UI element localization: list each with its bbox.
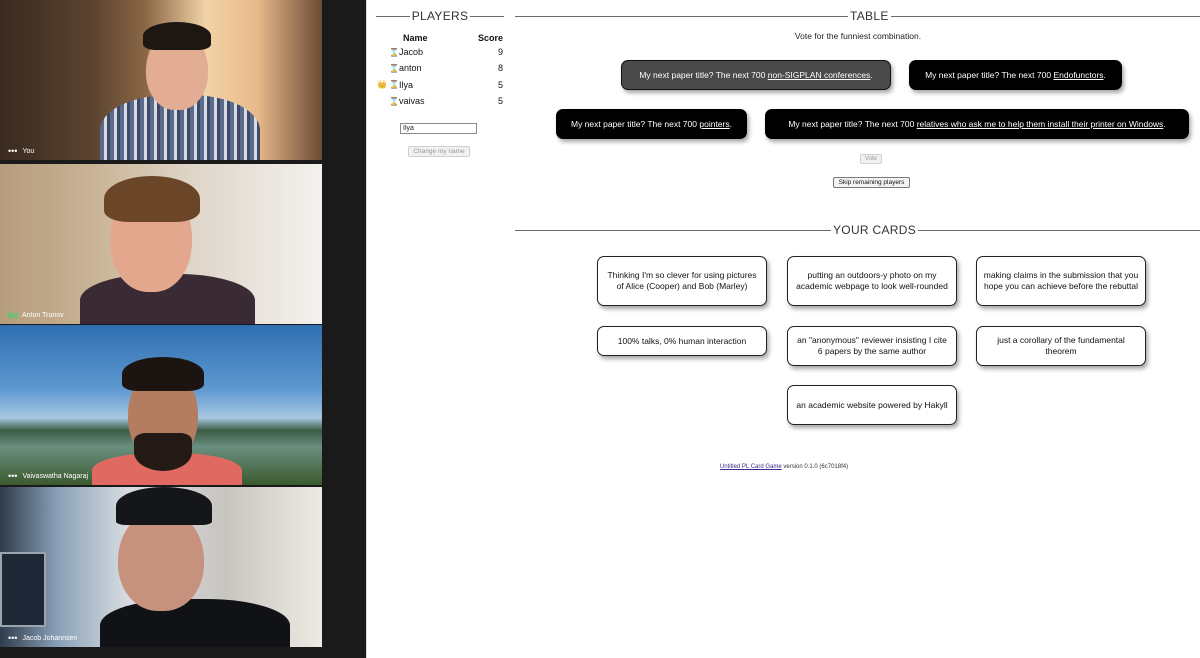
more-options-icon[interactable]: ••• xyxy=(8,633,18,643)
participant-name: Vaivaswatha Nagaraj xyxy=(22,473,89,480)
participant-caption xyxy=(8,148,34,155)
combination-answer: Endofunctors xyxy=(1053,70,1104,80)
players-table xyxy=(377,32,503,109)
video-tile-vaivaswatha[interactable] xyxy=(0,325,322,485)
player-row xyxy=(389,60,503,76)
player-score: 9 xyxy=(497,47,503,58)
hourglass-icon: ⌛ xyxy=(389,63,399,73)
participant-name: Anton Trunov xyxy=(22,311,64,319)
person-hair xyxy=(122,357,204,391)
participant-caption xyxy=(8,473,88,480)
video-tile-you[interactable] xyxy=(0,0,322,160)
divider xyxy=(376,16,410,17)
table-heading xyxy=(515,9,1200,23)
col-score-header: Score xyxy=(477,33,503,43)
your-cards-title: YOUR CARDS xyxy=(833,223,917,237)
skip-remaining-players-button[interactable]: Skip remaining players xyxy=(833,177,910,188)
player-name: Jacob xyxy=(399,47,424,58)
divider xyxy=(918,230,1200,231)
video-tile-anton[interactable] xyxy=(0,164,322,324)
player-score: 5 xyxy=(497,79,503,90)
participant-caption xyxy=(8,311,64,319)
participant-name: Jacob Johannsen xyxy=(22,635,78,642)
divider xyxy=(515,230,831,231)
combination-prefix: My next paper title? The next 700 xyxy=(570,119,697,129)
more-options-icon[interactable]: ••• xyxy=(8,471,18,481)
person-hair xyxy=(143,22,211,50)
divider xyxy=(515,16,848,17)
game-link[interactable]: Untitled PL Card Game xyxy=(719,464,782,470)
card-game-app xyxy=(366,0,1200,658)
cap xyxy=(116,487,212,525)
monitor-background xyxy=(0,552,46,627)
combination-prefix: My next paper title? The next 700 xyxy=(639,70,766,80)
players-title: PLAYERS xyxy=(411,9,469,23)
combination-answer: non-SIGPLAN conferences xyxy=(767,70,871,80)
hand-card[interactable]: making claims in the submission that you hope you can achieve before the rebuttal xyxy=(976,256,1146,306)
player-name: Ilya xyxy=(399,79,414,90)
hand-card[interactable]: putting an outdoors-y photo on my academic webpage to look well-rounded xyxy=(787,256,957,306)
combination-card[interactable] xyxy=(765,109,1189,139)
footer xyxy=(367,464,1200,470)
hand-card[interactable]: just a corollary of the fundamental theorem xyxy=(976,326,1146,366)
player-name: anton xyxy=(399,63,422,74)
hourglass-icon: ⌛ xyxy=(389,47,399,57)
combination-answer: pointers xyxy=(699,119,730,129)
combination-prefix: My next paper title? The next 700 xyxy=(788,119,915,129)
hourglass-icon: ⌛ xyxy=(389,96,399,106)
players-heading xyxy=(376,9,504,23)
divider xyxy=(891,16,1200,17)
version-text: version 0.1.0 (6c7018f4) xyxy=(781,464,849,470)
player-score: 8 xyxy=(497,63,503,74)
combination-card[interactable] xyxy=(556,109,747,139)
player-name-input[interactable] xyxy=(400,123,477,134)
combination-answer: relatives who ask me to help them install their printer on Windows xyxy=(916,119,1164,129)
combination-card[interactable] xyxy=(621,60,891,90)
participant-caption xyxy=(8,635,77,642)
video-tile-jacob[interactable] xyxy=(0,487,322,647)
hand-card[interactable]: an "anonymous" reviewer insisting I cite 6 papers by the same author xyxy=(787,326,957,366)
speaking-indicator-icon xyxy=(8,311,17,319)
player-row xyxy=(377,77,503,93)
hand-card[interactable]: 100% talks, 0% human interaction xyxy=(597,326,767,356)
col-name-header: Name xyxy=(403,33,428,43)
player-row xyxy=(389,93,503,109)
combination-suffix: . xyxy=(1163,119,1166,129)
your-cards-heading xyxy=(515,223,1200,237)
person-beard xyxy=(134,433,192,471)
player-score: 5 xyxy=(497,96,503,107)
participant-name: You xyxy=(22,148,35,155)
combination-suffix: . xyxy=(1103,70,1106,80)
person-hair xyxy=(104,176,200,222)
table-title: TABLE xyxy=(850,9,889,23)
combination-suffix: . xyxy=(870,70,873,80)
player-name: vaivas xyxy=(399,96,425,107)
players-header-row xyxy=(389,32,503,44)
player-row xyxy=(389,44,503,60)
divider xyxy=(470,16,504,17)
change-name-button[interactable]: Change my name xyxy=(408,146,470,157)
combination-suffix: . xyxy=(729,119,732,129)
hand-card[interactable]: Thinking I'm so clever for using pictures of Alice (Cooper) and Bob (Marley) xyxy=(597,256,767,306)
table-instructions: Vote for the funniest combination. xyxy=(794,31,922,41)
combination-prefix: My next paper title? The next 700 xyxy=(925,70,1052,80)
combination-card[interactable] xyxy=(909,60,1122,90)
hand-card[interactable]: an academic website powered by Hakyll xyxy=(787,385,957,425)
person-body xyxy=(100,599,290,647)
more-options-icon[interactable]: ••• xyxy=(8,146,18,156)
video-call-strip xyxy=(0,0,366,658)
hourglass-icon: ⌛ xyxy=(389,80,399,90)
vote-button[interactable]: Vote xyxy=(860,154,882,164)
crown-icon: 👑 xyxy=(377,80,387,90)
